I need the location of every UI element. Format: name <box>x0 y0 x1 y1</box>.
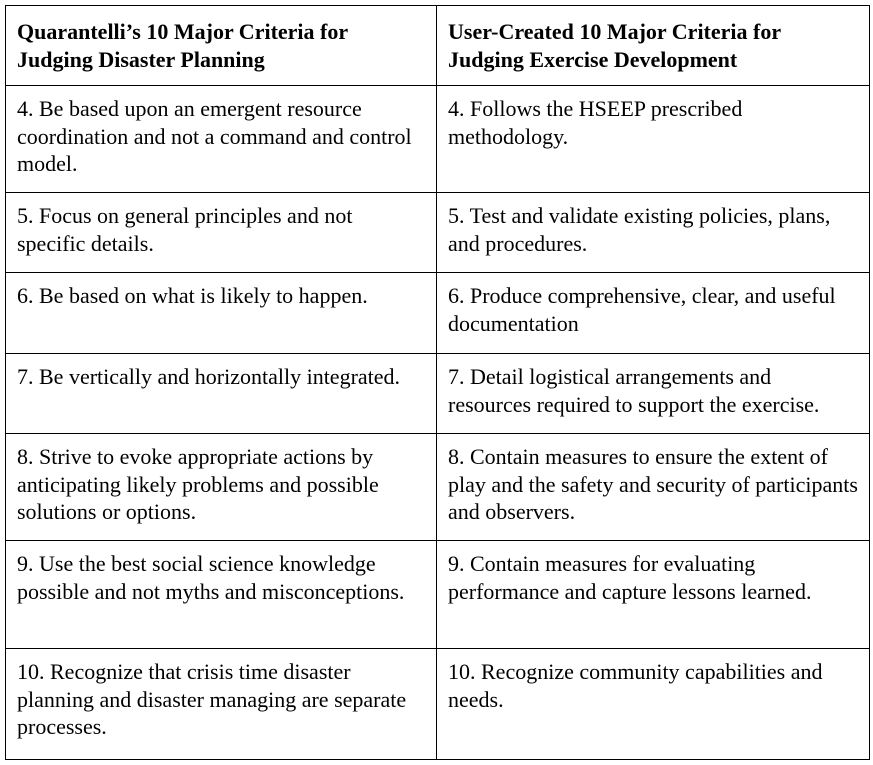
table-header-row <box>6 6 870 86</box>
user-criterion-7: 7. Detail logistical arrangements and resources required to support the exercise. <box>437 354 870 434</box>
user-criterion-10: 10. Recognize community capabilities and needs. <box>437 649 870 760</box>
quarantelli-criterion-5: 5. Focus on general principles and not specific details. <box>6 193 437 273</box>
table-row <box>6 193 870 273</box>
quarantelli-criterion-6: 6. Be based on what is likely to happen. <box>6 273 437 354</box>
criteria-comparison-table <box>5 5 870 760</box>
table-row <box>6 354 870 434</box>
table-row <box>6 273 870 354</box>
user-criterion-4: 4. Follows the HSEEP prescribed methodology. <box>437 86 870 193</box>
user-criterion-9: 9. Contain measures for evaluating performance and capture lessons learned. <box>437 541 870 649</box>
table-row <box>6 86 870 193</box>
user-criterion-8: 8. Contain measures to ensure the extent of play and the safety and security of participants and observers. <box>437 434 870 541</box>
header-user-created-criteria: User-Created 10 Major Criteria for Judging Exercise Development <box>437 6 870 86</box>
table-row <box>6 434 870 541</box>
quarantelli-criterion-9: 9. Use the best social science knowledge possible and not myths and misconceptions. <box>6 541 437 649</box>
quarantelli-criterion-10: 10. Recognize that crisis time disaster planning and disaster managing are separate processes. <box>6 649 437 760</box>
table-row <box>6 541 870 649</box>
user-criterion-6: 6. Produce comprehensive, clear, and useful documentation <box>437 273 870 354</box>
table-row <box>6 649 870 760</box>
header-quarantelli-criteria: Quarantelli’s 10 Major Criteria for Judging Disaster Planning <box>6 6 437 86</box>
quarantelli-criterion-7: 7. Be vertically and horizontally integrated. <box>6 354 437 434</box>
quarantelli-criterion-4: 4. Be based upon an emergent resource coordination and not a command and control model. <box>6 86 437 193</box>
user-criterion-5: 5. Test and validate existing policies, plans, and procedures. <box>437 193 870 273</box>
quarantelli-criterion-8: 8. Strive to evoke appropriate actions by anticipating likely problems and possible solutions or options. <box>6 434 437 541</box>
